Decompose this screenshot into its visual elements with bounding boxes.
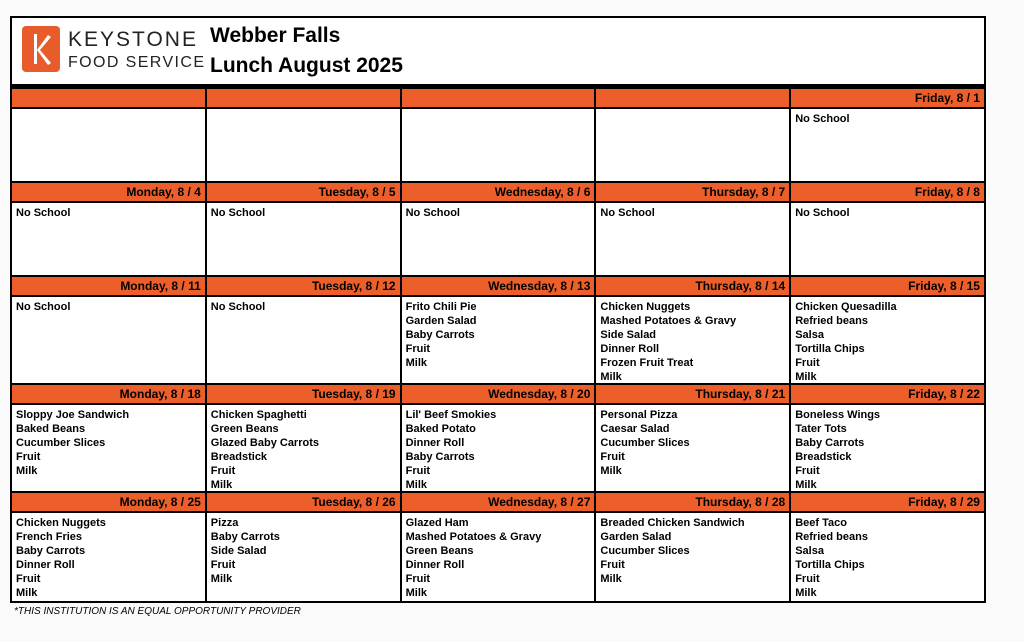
menu-item: Mashed Potatoes & Gravy <box>600 315 737 327</box>
menu-item: Fruit <box>795 357 820 369</box>
day-menu-items <box>791 513 984 601</box>
menu-item: Personal Pizza <box>600 409 678 421</box>
menu-item: Fruit <box>600 451 625 463</box>
menu-item: Cucumber Slices <box>600 437 690 449</box>
day-date-header: Friday, 8 / 15 <box>791 277 984 297</box>
menu-item: No School <box>210 301 266 313</box>
day-date-header: Tuesday, 8 / 19 <box>207 385 400 405</box>
menu-item: Fruit <box>795 573 820 585</box>
day-cell <box>596 183 791 277</box>
menu-item: Dinner Roll <box>16 559 75 571</box>
menu-item: Baby Carrots <box>405 451 475 463</box>
menu-item: Garden Salad <box>600 531 672 543</box>
day-date-header: Wednesday, 8 / 13 <box>402 277 595 297</box>
day-cell <box>12 277 207 385</box>
menu-item: Caesar Salad <box>600 423 670 435</box>
menu-item: Glazed Ham <box>405 517 469 529</box>
day-menu-items <box>596 297 789 385</box>
day-cell <box>791 493 984 601</box>
day-menu-items <box>402 297 595 385</box>
day-menu-items <box>596 203 789 277</box>
day-menu-items <box>207 405 400 493</box>
day-menu-items <box>791 203 984 277</box>
menu-header <box>12 18 984 89</box>
day-date-header: Thursday, 8 / 14 <box>596 277 789 297</box>
day-cell <box>207 385 402 493</box>
menu-item: Beef Taco <box>795 517 847 529</box>
day-date-header: Wednesday, 8 / 6 <box>402 183 595 203</box>
day-menu-items <box>402 513 595 601</box>
day-menu-items <box>791 297 984 385</box>
day-date-header: Monday, 8 / 25 <box>12 493 205 513</box>
menu-title: Lunch August 2025 <box>210 54 403 77</box>
menu-item: Chicken Nuggets <box>16 517 106 529</box>
day-date-header: Friday, 8 / 1 <box>791 89 984 109</box>
day-date-header: Wednesday, 8 / 27 <box>402 493 595 513</box>
menu-item: Side Salad <box>600 329 657 341</box>
day-date-header: Monday, 8 / 11 <box>12 277 205 297</box>
menu-item: Breadstick <box>210 451 268 463</box>
menu-item: Milk <box>600 573 622 585</box>
day-date-header: Wednesday, 8 / 20 <box>402 385 595 405</box>
menu-item: Milk <box>795 479 817 491</box>
menu-item: Milk <box>795 371 817 383</box>
menu-item: Cucumber Slices <box>600 545 690 557</box>
menu-item: Dinner Roll <box>600 343 660 355</box>
day-date-header: Thursday, 8 / 28 <box>596 493 789 513</box>
menu-item: Refried beans <box>795 315 868 327</box>
day-cell <box>207 277 402 385</box>
day-cell <box>791 385 984 493</box>
menu-item: Baked Potato <box>405 423 476 435</box>
day-cell <box>791 183 984 277</box>
menu-item: Tortilla Chips <box>795 559 865 571</box>
day-menu-items <box>596 109 789 183</box>
day-cell <box>791 89 984 183</box>
day-menu-items <box>791 109 984 183</box>
brand-tagline: FOOD SERVICE <box>68 54 206 71</box>
menu-item: Chicken Spaghetti <box>210 409 307 421</box>
menu-item: Baby Carrots <box>210 531 280 543</box>
menu-item: Milk <box>210 479 233 491</box>
day-menu-items <box>207 203 400 277</box>
menu-item: Fruit <box>405 573 431 585</box>
day-date-header: Monday, 8 / 4 <box>12 183 205 203</box>
menu-item: No School <box>210 207 266 219</box>
menu-item: Salsa <box>795 545 824 557</box>
day-menu-items <box>402 203 595 277</box>
menu-item: Dinner Roll <box>405 559 465 571</box>
calendar-week-row <box>12 385 984 493</box>
menu-item: No School <box>795 207 850 219</box>
menu-item: Milk <box>795 587 817 599</box>
day-date-header <box>402 89 595 109</box>
day-menu-items <box>596 513 789 601</box>
menu-item: Boneless Wings <box>795 409 881 421</box>
menu-item: Glazed Baby Carrots <box>210 437 319 449</box>
day-cell <box>12 183 207 277</box>
day-date-header: Tuesday, 8 / 26 <box>207 493 400 513</box>
menu-item: Fruit <box>405 343 431 355</box>
day-cell <box>12 493 207 601</box>
day-cell <box>402 89 597 183</box>
menu-item: Chicken Quesadilla <box>795 301 897 313</box>
menu-item: Fruit <box>600 559 625 571</box>
menu-item: No School <box>16 207 71 219</box>
menu-item: Milk <box>210 573 233 585</box>
menu-item: Milk <box>16 587 38 599</box>
day-date-header: Friday, 8 / 22 <box>791 385 984 405</box>
menu-item: Tater Tots <box>795 423 847 435</box>
menu-item: Fruit <box>795 465 820 477</box>
calendar-grid <box>12 89 984 601</box>
day-cell <box>402 277 597 385</box>
menu-calendar <box>10 16 986 603</box>
menu-item: Breaded Chicken Sandwich <box>600 517 745 529</box>
day-menu-items <box>207 109 400 183</box>
menu-item: Baby Carrots <box>405 329 475 341</box>
day-menu-items <box>12 405 205 493</box>
menu-item: Frito Chili Pie <box>405 301 477 313</box>
calendar-week-row <box>12 89 984 183</box>
day-cell <box>402 385 597 493</box>
day-cell <box>596 277 791 385</box>
menu-item: Cucumber Slices <box>16 437 106 449</box>
menu-item: Baby Carrots <box>16 545 86 557</box>
menu-item: Milk <box>16 465 38 477</box>
menu-item: Sloppy Joe Sandwich <box>16 409 130 421</box>
day-date-header: Friday, 8 / 8 <box>791 183 984 203</box>
menu-item: Breadstick <box>795 451 852 463</box>
day-date-header: Monday, 8 / 18 <box>12 385 205 405</box>
day-menu-items <box>596 405 789 493</box>
day-cell <box>596 385 791 493</box>
day-date-header: Tuesday, 8 / 5 <box>207 183 400 203</box>
day-menu-items <box>402 405 595 493</box>
day-date-header <box>207 89 400 109</box>
calendar-week-row <box>12 183 984 277</box>
calendar-week-row <box>12 493 984 601</box>
menu-item: Fruit <box>210 465 236 477</box>
menu-item: Lil' Beef Smokies <box>405 409 497 421</box>
menu-item: Chicken Nuggets <box>600 301 691 313</box>
day-cell <box>791 277 984 385</box>
menu-item: Green Beans <box>405 545 474 557</box>
menu-item: Green Beans <box>210 423 279 435</box>
day-cell <box>596 493 791 601</box>
menu-item: Mashed Potatoes & Gravy <box>405 531 542 543</box>
keystone-logo-icon <box>22 26 60 72</box>
day-cell <box>207 183 402 277</box>
menu-item: Milk <box>405 357 427 369</box>
menu-item: Baked Beans <box>16 423 86 435</box>
footer-note: *THIS INSTITUTION IS AN EQUAL OPPORTUNITY PROVIDER <box>14 606 301 617</box>
menu-item: Pizza <box>210 517 239 529</box>
day-menu-items <box>12 297 205 385</box>
day-cell <box>402 183 597 277</box>
menu-item: Side Salad <box>210 545 267 557</box>
menu-item: Dinner Roll <box>405 437 465 449</box>
day-date-header: Thursday, 8 / 7 <box>596 183 789 203</box>
calendar-week-row <box>12 277 984 385</box>
menu-item: Baby Carrots <box>795 437 865 449</box>
menu-item: No School <box>795 113 850 125</box>
day-menu-items <box>12 203 205 277</box>
menu-item: No School <box>405 207 460 219</box>
day-date-header: Friday, 8 / 29 <box>791 493 984 513</box>
day-menu-items <box>791 405 984 493</box>
day-menu-items <box>207 513 400 601</box>
day-cell <box>402 493 597 601</box>
menu-item: Milk <box>600 371 622 383</box>
day-date-header: Tuesday, 8 / 12 <box>207 277 400 297</box>
day-cell <box>12 89 207 183</box>
brand-name: KEYSTONE <box>68 28 198 51</box>
day-menu-items <box>12 513 205 601</box>
menu-item: Milk <box>405 587 427 599</box>
day-menu-items <box>207 297 400 385</box>
day-date-header: Thursday, 8 / 21 <box>596 385 789 405</box>
menu-item: French Fries <box>16 531 83 543</box>
menu-item: Milk <box>405 479 427 491</box>
menu-item: Fruit <box>16 573 41 585</box>
day-cell <box>596 89 791 183</box>
menu-item: Fruit <box>210 559 236 571</box>
menu-item: Frozen Fruit Treat <box>600 357 694 369</box>
day-menu-items <box>12 109 205 183</box>
day-cell <box>12 385 207 493</box>
menu-item: Garden Salad <box>405 315 477 327</box>
menu-item: Milk <box>600 465 622 477</box>
day-date-header <box>596 89 789 109</box>
menu-item: Salsa <box>795 329 824 341</box>
menu-item: Tortilla Chips <box>795 343 865 355</box>
menu-item: Refried beans <box>795 531 868 543</box>
day-cell <box>207 493 402 601</box>
school-name: Webber Falls <box>210 24 341 47</box>
menu-item: Fruit <box>16 451 41 463</box>
menu-item: Fruit <box>405 465 431 477</box>
menu-item: No School <box>16 301 71 313</box>
day-date-header <box>12 89 205 109</box>
menu-item: No School <box>600 207 655 219</box>
day-menu-items <box>402 109 595 183</box>
day-cell <box>207 89 402 183</box>
